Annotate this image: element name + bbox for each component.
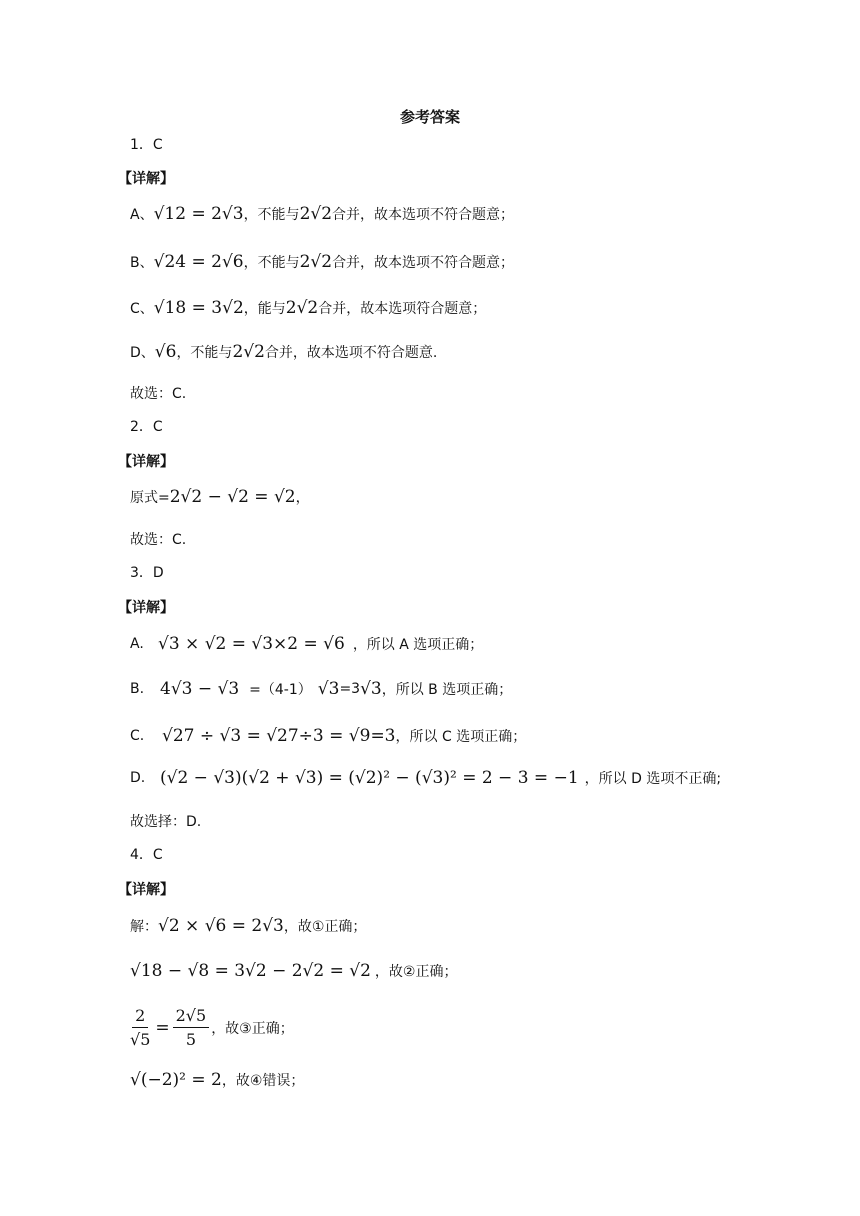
q3-c-math: √27 ÷ √3 = √27÷3 = √9=3: [162, 726, 396, 746]
q3-c-label: C.: [130, 728, 145, 744]
q4-l3-right-numerator: 2√5: [173, 1006, 210, 1028]
q3-b-mid: =（4-1）: [249, 682, 312, 698]
q1-a-text: ，不能与: [243, 207, 300, 223]
q4-line-3: [130, 1006, 294, 1049]
q1-b-text: ，不能与: [243, 255, 300, 271]
q4-l1-tail: ，故①正确；: [283, 919, 367, 935]
q4-l3-left-numerator: 2: [132, 1006, 148, 1028]
q3-b-math: 4√3 − √3: [160, 679, 240, 699]
q2-detail-heading: 【详解】: [118, 454, 174, 470]
q3-d-tail: ，所以 D 选项不正确;: [584, 771, 722, 787]
q3-b-mid2: =3: [339, 681, 361, 697]
q4-l4-math: √(−2)² = 2: [130, 1070, 222, 1090]
q4-number: 4．C: [130, 847, 163, 863]
q1-c-label: C、: [130, 301, 154, 317]
q1-c-term: 2√2: [285, 298, 319, 318]
q2-math: 2√2 − √2 = √2: [169, 487, 296, 507]
q1-a-tail: 合并，故本选项不符合题意；: [332, 207, 515, 223]
q4-line-4: [130, 1070, 304, 1090]
q1-option-d: [130, 342, 437, 362]
q2-solution: [130, 487, 310, 507]
q1-detail-heading: 【详解】: [118, 171, 174, 187]
q3-b-label: B.: [130, 681, 145, 697]
q3-a-tail: ，所以 A 选项正确；: [352, 637, 484, 653]
q4-line-1: [130, 916, 366, 936]
q1-c-text: ，能与: [243, 301, 286, 317]
q4-l2-tail: ，故②正确；: [374, 964, 458, 980]
q1-d-term: 2√2: [232, 342, 265, 362]
q1-d-tail: 合并，故本选项不符合题意.: [264, 345, 438, 361]
q4-l3-left-denominator: √5: [130, 1030, 151, 1049]
q1-b-term: 2√2: [299, 252, 333, 272]
q1-a-label: A、: [130, 207, 154, 223]
q3-option-c: [130, 726, 526, 746]
q1-a-term: 2√2: [299, 204, 333, 224]
q4-l1-math: √2 × √6 = 2√3: [158, 916, 284, 936]
q1-a-math: √12 = 2√3: [153, 204, 244, 224]
q3-option-b: [130, 679, 512, 699]
q3-d-label: D.: [130, 770, 146, 786]
q4-detail-heading: 【详解】: [118, 882, 174, 898]
q3-b-math3: √3: [360, 679, 382, 699]
q2-prefix: 原式=: [130, 490, 170, 506]
q3-b-tail: ，所以 B 选项正确；: [381, 682, 513, 698]
q1-answer: 故选：C.: [130, 386, 187, 402]
q1-c-tail: 合并，故本选项符合题意；: [318, 301, 487, 317]
q3-a-label: A.: [130, 636, 144, 652]
q3-d-math: (√2 − √3)(√2 + √3) = (√2)² − (√3)² = 2 − 3 = −1: [160, 768, 579, 788]
q2-answer: 故选：C.: [130, 532, 187, 548]
q3-number: 3．D: [130, 565, 164, 581]
q1-d-label: D、: [130, 345, 155, 361]
q2-number: 2．C: [130, 419, 163, 435]
q4-l3-right-denominator: 5: [185, 1030, 196, 1049]
q4-l2-math: √18 − √8 = 3√2 − 2√2 = √2: [130, 961, 371, 981]
q3-c-tail: ，所以 C 选项正确；: [395, 729, 527, 745]
q4-l1-prefix: 解：: [130, 919, 158, 935]
q3-detail-heading: 【详解】: [118, 600, 174, 616]
q1-b-math: √24 = 2√6: [153, 252, 244, 272]
page-title: 参考答案: [399, 108, 460, 126]
q1-b-label: B、: [130, 255, 154, 271]
q4-l4-tail: ，故④错误；: [221, 1073, 305, 1089]
q1-d-text: ，不能与: [176, 345, 233, 361]
q1-option-a: [130, 204, 514, 224]
q4-line-2: [130, 961, 457, 981]
q3-b-math2: √3: [317, 679, 340, 699]
q3-option-d: [130, 768, 721, 788]
q1-d-math: √6: [154, 342, 177, 362]
q4-l3-right-fraction: [173, 1006, 210, 1049]
q1-option-c: [130, 298, 486, 318]
q3-answer: 故选择：D.: [130, 814, 202, 830]
q3-option-a: [130, 634, 483, 654]
q1-option-b: [130, 252, 514, 272]
q1-number: 1．C: [130, 137, 163, 153]
q3-a-math: √3 × √2 = √3×2 = √6: [158, 634, 345, 654]
q1-b-tail: 合并，故本选项不符合题意；: [332, 255, 515, 271]
q1-c-math: √18 = 3√2: [153, 298, 244, 318]
q4-l3-left-fraction: [130, 1006, 150, 1049]
q4-l3-tail: ，故③正确；: [211, 1020, 294, 1037]
q4-l3-equals: =: [155, 1017, 170, 1038]
q2-tail: ，: [295, 490, 310, 506]
